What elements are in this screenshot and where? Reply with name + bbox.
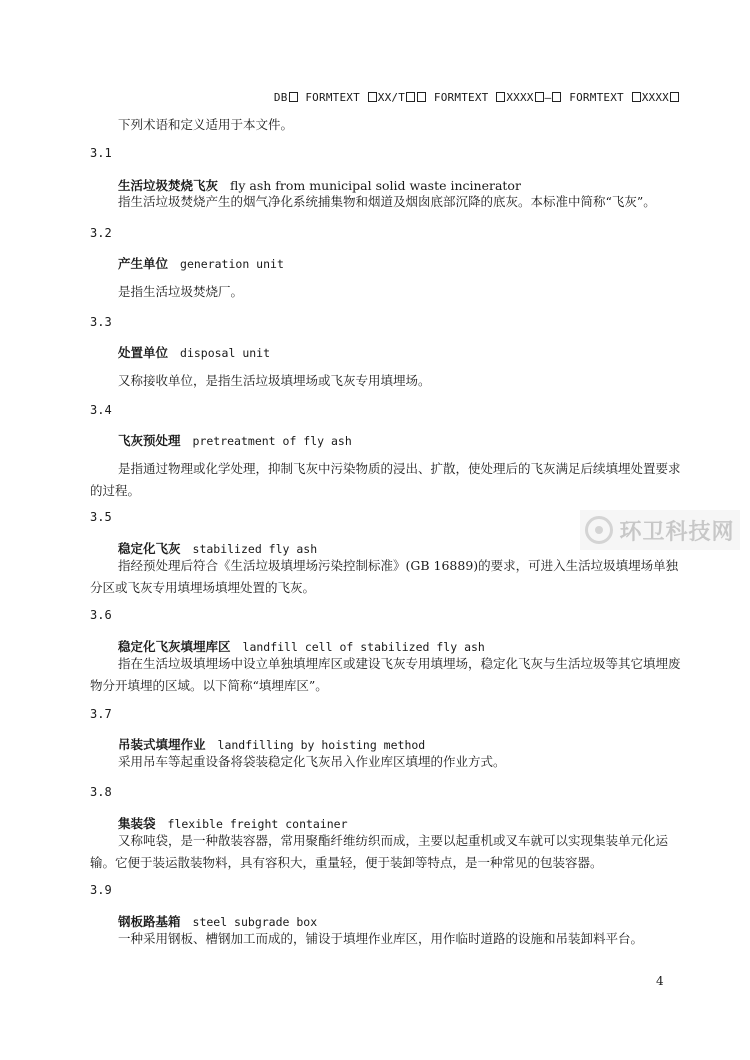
section-number: 3.3 — [90, 315, 112, 329]
section-number: 3.7 — [90, 707, 112, 721]
term-en: generation unit — [180, 257, 284, 271]
header-formtext-2: FORMTEXT — [433, 91, 489, 104]
term-zh: 稳定化飞灰填埋库区 — [118, 639, 231, 654]
term-en: fly ash from municipal solid waste incinerator — [230, 178, 521, 193]
section-number: 3.9 — [90, 883, 112, 897]
term-en: pretreatment of fly ash — [192, 434, 352, 448]
term-zh: 吊装式填埋作业 — [118, 737, 206, 752]
term-definition: 是指生活垃圾焚烧厂。 — [118, 284, 244, 299]
header-formtext-1: FORMTEXT — [305, 91, 360, 104]
field-box-icon — [496, 92, 505, 102]
header-number: XXXX — [506, 91, 534, 104]
section-number: 3.5 — [90, 510, 112, 524]
section-number: 3.6 — [90, 608, 112, 622]
field-box-icon — [289, 92, 298, 102]
term-en: steel subgrade box — [192, 915, 318, 929]
term-heading — [118, 343, 270, 361]
header-year: XXXX — [641, 91, 669, 104]
term-en: flexible freight container — [167, 817, 348, 831]
header-db: DB — [273, 91, 288, 104]
term-zh: 处置单位 — [118, 345, 169, 360]
term-en: stabilized fly ash — [192, 542, 318, 556]
intro-text: 下列术语和定义适用于本文件。 — [118, 117, 294, 132]
term-zh: 飞灰预处理 — [118, 433, 181, 448]
watermark — [580, 510, 740, 550]
term-en: landfilling by hoisting method — [217, 738, 426, 752]
field-box-icon — [535, 92, 544, 102]
term-definition: 指生活垃圾焚烧产生的烟气净化系统捕集物和烟道及烟囱底部沉降的底灰。本标准中简称“飞灰”。 — [118, 194, 656, 209]
term-heading — [118, 254, 284, 272]
recycle-logo-icon — [585, 516, 613, 544]
term-zh: 集装袋 — [118, 816, 156, 831]
term-definition: 一种采用钢板、槽钢加工而成的，铺设于填埋作业库区，用作临时道路的设施和吊装卸料平台。 — [118, 931, 644, 946]
section-number: 3.4 — [90, 403, 112, 417]
watermark-text: 环卫科技网 — [619, 519, 735, 545]
header-dash: — — [544, 91, 552, 104]
term-heading — [118, 431, 352, 449]
header-type: XX/T — [377, 91, 406, 104]
field-box-icon — [417, 92, 426, 102]
document-header — [0, 91, 680, 104]
section-number: 3.2 — [90, 226, 112, 240]
term-definition: 又称吨袋，是一种散装容器，常用聚酯纤维纺织而成，主要以起重机或叉车就可以实现集装单元化运输。它便于装运散装物料，具有容积大，重量轻，便于装卸等特点，是一种常见的包装容器。 — [90, 833, 669, 870]
field-box-icon — [632, 92, 641, 102]
term-en: disposal unit — [180, 346, 271, 360]
field-box-icon — [670, 92, 679, 102]
term-zh: 产生单位 — [118, 256, 169, 271]
field-box-icon — [552, 92, 561, 102]
term-zh: 生活垃圾焚烧飞灰 — [118, 178, 219, 193]
term-definition: 指经预处理后符合《生活垃圾填埋场污染控制标准》(GB 16889)的要求，可进入生活垃圾填埋场单独分区或飞灰专用填埋场填埋处置的飞灰。 — [90, 558, 679, 595]
header-formtext-3: FORMTEXT — [569, 91, 624, 104]
term-zh: 钢板路基箱 — [118, 914, 181, 929]
field-box-icon — [406, 92, 415, 102]
term-definition: 是指通过物理或化学处理，抑制飞灰中污染物质的浸出、扩散，使处理后的飞灰满足后续填埋处置要求的过程。 — [90, 461, 681, 498]
term-definition: 又称接收单位，是指生活垃圾填埋场或飞灰专用填埋场。 — [118, 373, 431, 388]
term-en: landfill cell of stabilized fly ash — [242, 640, 485, 654]
section-number: 3.8 — [90, 785, 112, 799]
page-number: 4 — [656, 974, 664, 988]
term-definition: 指在生活垃圾填埋场中设立单独填埋库区或建设飞灰专用填埋场，稳定化飞灰与生活垃圾等其它填埋废物分开填埋的区域。以下简称“填埋库区”。 — [90, 656, 681, 693]
term-zh: 稳定化飞灰 — [118, 541, 181, 556]
field-box-icon — [368, 92, 377, 102]
section-number: 3.1 — [90, 146, 112, 160]
term-definition: 采用吊车等起重设备将袋装稳定化飞灰吊入作业库区填埋的作业方式。 — [118, 754, 506, 769]
